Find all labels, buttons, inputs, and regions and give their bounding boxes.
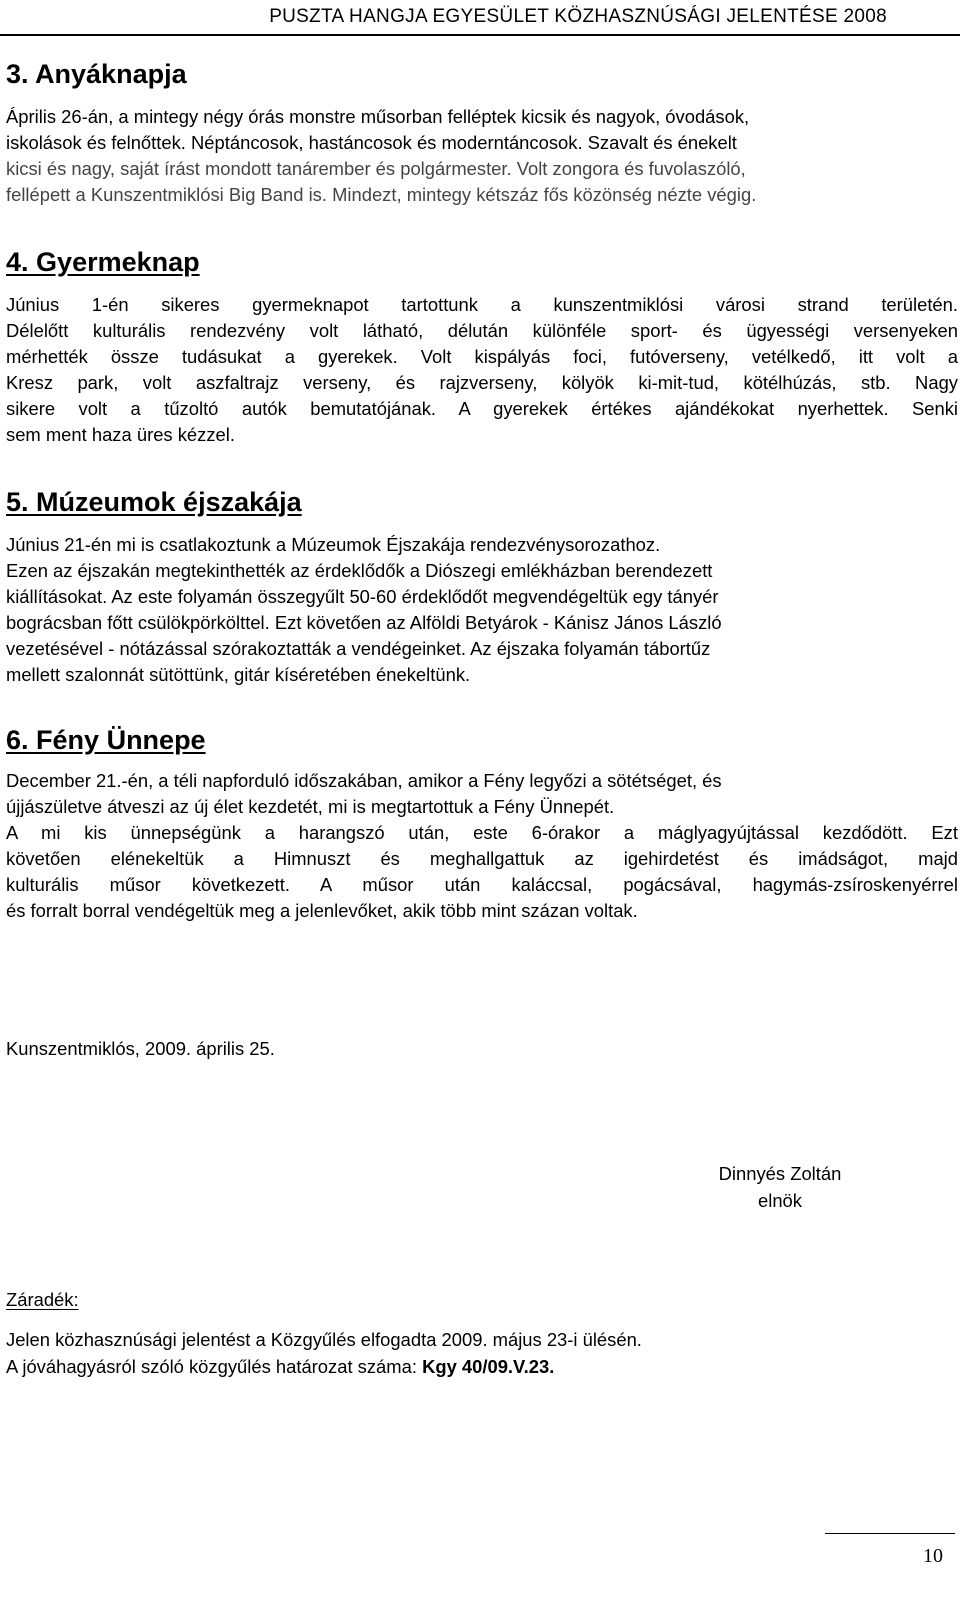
section-title: Múzeumok éjszakája [36,487,302,517]
section-title: Anyáknapja [35,59,187,89]
signatory-role: elnök [758,1190,802,1211]
section-feny-unnepe [6,724,958,924]
paragraph-line: Április 26-án, a mintegy négy órás monstre műsorban felléptek kicsik és nagyok, óvodások, [6,106,750,127]
signatory-name: Dinnyés Zoltán [718,1163,842,1184]
section-anyaknapja [6,58,958,208]
section-number: 3. [6,59,29,89]
section-paragraph [6,104,958,208]
page-number: 10 [923,1545,943,1567]
page-header [0,0,960,36]
section-heading [6,486,958,518]
paragraph-line: kicsi és nagy, saját írást mondott tanárember és polgármester. Volt zongora és fuvolaszóló, [6,158,746,179]
section-number: 4. [6,247,29,277]
clause-title: Záradék: [6,1289,79,1310]
paragraph-line: követően elénekeltük a Himnuszt és meghallgattuk az igehirdetést és imádságot, majd [6,848,958,869]
section-paragraph [6,292,958,448]
paragraph-line: és forralt borral vendégeltük meg a jelenlevőket, akik több mint százan voltak. [6,900,638,921]
section-gyermeknap [6,246,958,448]
paragraph-line: bográcsban főtt csülökpörkölttel. Ezt követően az Alföldi Betyárok - Kánisz János László [6,612,722,633]
paragraph-line: újjászületve átveszi az új élet kezdetét, mi is megtartottuk a Fény Ünnepét. [6,796,615,817]
paragraph-line: sem ment haza üres kézzel. [6,424,235,445]
paragraph-line: Kresz park, volt aszfaltrajz verseny, és rajzverseny, kölyök ki-mit-tud, kötélhúzás, stb. Nagy [6,372,958,393]
section-paragraph [6,532,958,688]
paragraph-line: kulturális műsor következett. A műsor után kaláccsal, pogácsával, hagymás-zsíroskenyérrel [6,874,958,895]
paragraph-line: A mi kis ünnepségünk a harangszó után, este 6-órakor a máglyagyújtással kezdődött. Ezt [6,822,958,843]
section-muzeumok-ejszakaja [6,486,958,688]
paragraph-line: December 21.-én, a téli napforduló időszakában, amikor a Fény legyőzi a sötétséget, és [6,770,722,791]
clause-line [6,1353,642,1380]
paragraph-line: Június 21-én mi is csatlakoztunk a Múzeumok Éjszakája rendezvénysorozathoz. [6,534,661,555]
clause-block [6,1286,642,1380]
section-title: Fény Ünnepe [36,725,206,755]
section-heading [6,58,958,90]
paragraph-line: iskolások és felnőttek. Néptáncosok, hastáncosok és moderntáncosok. Szavalt és énekelt [6,132,737,153]
section-heading [6,724,958,756]
paragraph-line: kiállításokat. Az este folyamán összegyűlt 50-60 érdeklődőt megvendégeltük egy tányér [6,586,719,607]
clause-line: Jelen közhasznúsági jelentést a Közgyűlés elfogadta 2009. május 23-i ülésén. [6,1329,642,1350]
paragraph-line: fellépett a Kunszentmiklósi Big Band is. Mindezt, mintegy kétszáz fős közönség nézte végig. [6,184,757,205]
paragraph-line: mérhették össze tudásukat a gyerekek. Volt kispályás foci, futóverseny, vetélkedő, itt volt a [6,346,958,367]
section-heading [6,246,958,278]
page-footer [825,1533,955,1602]
signature-block [700,1160,860,1214]
header-title: PUSZTA HANGJA EGYESÜLET KÖZHASZNÚSÁGI JELENTÉSE 2008 [269,6,887,27]
section-title: Gyermeknap [36,247,200,277]
place-and-date: Kunszentmiklós, 2009. április 25. [6,1038,275,1059]
resolution-label: A jóváhagyásról szóló közgyűlés határozat száma: [6,1356,423,1377]
section-number: 6. [6,725,29,755]
paragraph-line: vezetésével - nótázással szórakoztatták a vendégeinket. Az éjszaka folyamán tábortűz [6,638,711,659]
paragraph-line: Június 1-én sikeres gyermeknapot tartottunk a kunszentmiklósi városi strand területén. [6,294,958,315]
paragraph-line: sikere volt a tűzoltó autók bemutatójának. A gyerekek értékes ajándékokat nyerhettek. Senki [6,398,958,419]
paragraph-line: Ezen az éjszakán megtekinthették az érdeklődők a Diószegi emlékházban berendezett [6,560,713,581]
resolution-number: Kgy 40/09.V.23. [422,1356,555,1377]
paragraph-line: mellett szalonnát sütöttünk, gitár kíséretében énekeltünk. [6,664,471,685]
paragraph-line: Délelőtt kulturális rendezvény volt látható, délután különféle sport- és ügyességi versenyeken [6,320,958,341]
section-paragraph [6,768,958,924]
section-number: 5. [6,487,29,517]
